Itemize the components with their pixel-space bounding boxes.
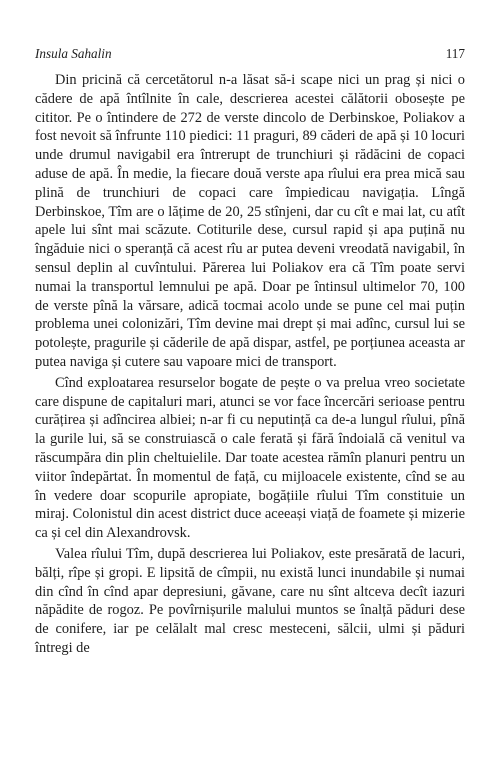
paragraph: Din pricină că cercetătorul n-a lăsat să-i scape nici un prag și nici o cădere de apă întîlnite în cale, descrierea acestei călătorii obosește pe cititor. Pe o întindere de 272 de verste dincolo de Derbinskoe, Poliakov a fost nevoit să înfrunte 110 piedici: 11 praguri, 89 căderi de apă și 10 locuri unde drumul navigabil era întrerupt de trunchiuri și rădăcini de copaci aduse de apă. În medie, la fiecare două verste apa rîului era prea mică sau plină de trunchiuri de copaci care împiedicau navigația. Lîngă Derbinskoe, Tîm are o lățime de 20, 25 stînjeni, dar cu cît e mai lat, cu atît apele lui sînt mai scăzute. Cotiturile dese, cursul rapid și apa puțină nu îngăduie nici o speranță că acest rîu ar putea deveni vreodată navigabil, în sensul deplin al cuvîntului. Părerea lui Poliakov era că Tîm poate servi numai la transportul lemnului pe apă. Doar pe întinsul ultimelor 70, 100 de verste pînă la vărsare, adică tocmai acolo unde se pune cel mai puțin problema unei colonizări, Tîm devine mai drept și mai adînc, cursul lui se potolește, pragurile și căderile de apă dispar, astfel, pe porțiunea aceasta ar putea naviga și cutere sau vapoare mici de transport. <box>35 72 465 370</box>
paragraph: Valea rîului Tîm, după descrierea lui Poliakov, este presărată de lacuri, bălți, rîpe și gropi. E lipsită de cîmpii, nu există lunci inundabile și numai din cînd în cînd apar depresiuni, găvane, care nu sînt altceva decît iazuri năpădite de rogoz. Pe povîrnișurile malului muntos se înalță păduri dese de conifere, iar pe celălalt mal cresc mesteceni, sălcii, ulmi și păduri întregi de <box>35 545 465 656</box>
body-text <box>35 71 465 658</box>
running-title: Insula Sahalin <box>35 46 112 61</box>
running-head <box>35 44 465 64</box>
page-number: 117 <box>445 46 465 61</box>
paragraph: Cînd exploatarea resurselor bogate de pește o va prelua vreo societate care dispune de capitaluri mari, atunci se vor face încercări serioase pentru curățirea și adîncirea albiei; n-ar fi cu neputință ca de-a lungul rîului, pînă la gurile lui, să se construiască o cale ferată și fără îndoială că venitul va răscumpăra din plin cheltuielile. Dar toate acestea rămîn planuri pentru un viitor îndepărtat. În momentul de față, cu mijloacele existente, cînd se au în vedere doar scopurile apropiate, bogățiile rîului Tîm constituie un miraj. Colonistul din acest district duce aceeași viață de foamete și mizerie ca și cel din Alexandrovsk. <box>35 374 465 542</box>
